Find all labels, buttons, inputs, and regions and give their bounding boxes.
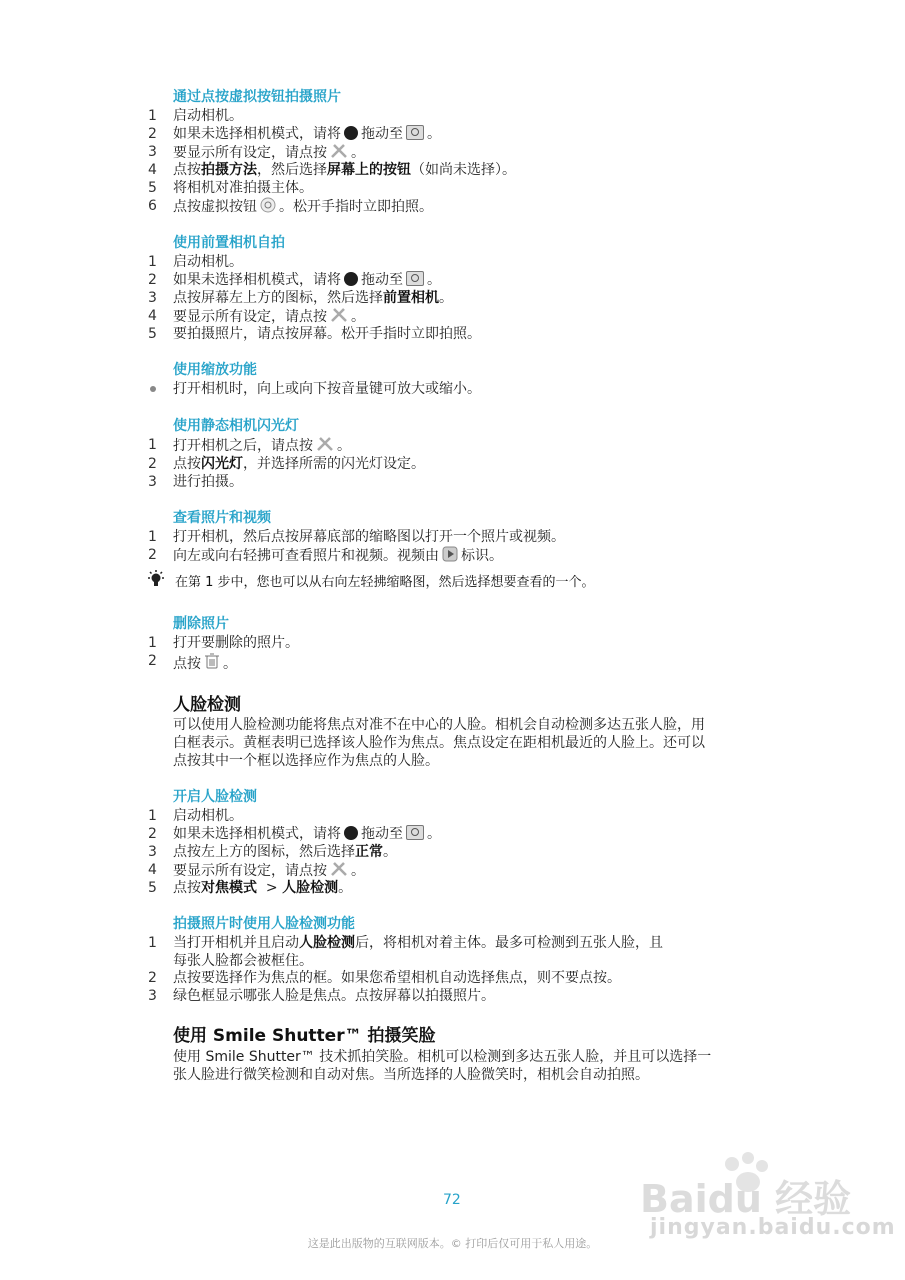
bullet-icon — [150, 386, 156, 392]
footer-note: 这是此出版物的互联网版本。© 打印后仅可用于私人用途。 — [307, 1237, 598, 1250]
shutter-button-icon — [260, 197, 276, 213]
dot-icon — [344, 126, 358, 140]
dot-icon — [344, 826, 358, 840]
camera-icon — [406, 825, 424, 840]
camera-icon — [406, 271, 424, 286]
dot-icon — [344, 272, 358, 286]
video-play-icon — [442, 546, 458, 562]
tip-lightbulb-icon — [146, 570, 166, 590]
settings-tools-icon — [330, 307, 348, 323]
section-heading: 拍摄照片时使用人脸检测功能 — [173, 916, 355, 932]
watermark-brand: Baidu 经验 — [640, 1177, 852, 1221]
body-paragraph: 使用 Smile Shutter™ 技术抓拍笑脸。相机可以检测到多达五张人脸，并且可以选择一 张人脸进行微笑检测和自动对焦。当所选择的人脸微笑时，相机会自动拍照。 — [173, 1049, 712, 1083]
chapter-heading: 使用 Smile Shutter™ 拍摄笑脸 — [173, 1026, 436, 1046]
settings-tools-icon — [316, 436, 334, 452]
watermark-url: jingyan.baidu.com — [650, 1215, 896, 1240]
section-heading: 通过点按虚拟按钮拍摄照片 — [173, 89, 341, 105]
settings-tools-icon — [330, 861, 348, 877]
section-heading: 删除照片 — [173, 616, 229, 632]
section-heading: 使用静态相机闪光灯 — [173, 418, 299, 434]
section-heading: 使用前置相机自拍 — [173, 235, 285, 251]
body-paragraph: 可以使用人脸检测功能将焦点对准不在中心的人脸。相机会自动检测多达五张人脸，用 白框表示。黄框表明已选择该人脸作为焦点。焦点设定在距相机最近的人脸上。还可以 点按其中一个框以选择应作为焦点的人脸。 — [173, 717, 705, 769]
camera-icon — [406, 125, 424, 140]
trash-icon — [204, 652, 220, 670]
chapter-heading: 人脸检测 — [173, 695, 241, 715]
settings-tools-icon — [330, 143, 348, 159]
section-heading: 查看照片和视频 — [173, 510, 271, 526]
tip-text: 在第 1 步中，您也可以从右向左轻拂缩略图，然后选择想要查看的一个。 — [175, 575, 595, 590]
page-number: 72 — [443, 1192, 461, 1208]
section-heading: 开启人脸检测 — [173, 789, 257, 805]
section-heading: 使用缩放功能 — [173, 362, 257, 378]
manual-page: 通过点按虚拟按钮拍摄照片 1 启动相机。 2 如果未选择相机模式，请将 拖动至 。 3 要显示所有设定，请点按 。 4 点按拍摄方法，然后选择屏幕上的按钮（如尚未选择）。 5 将相机对准拍摄主体。 6 点按虚拟按钮 。松开手指时立即拍照。 使用前置相机自拍 1 启动相机。 2 如果未选择相机模式，请将 拖动至 。 3 点按屏幕左上方的图标，然后选择前置相机。 4 要显示所有设定，请点按 。 5 要拍摄照片，请点按屏幕。松开手指时立即拍照。 使用缩放功能 打开相机时，向上或向下按音量键可放大或缩小。 使用静态相机闪光灯 1 打开相机之后，请点按 。 2 点按闪光灯，并选择所需的闪光灯设定。 3 进行拍摄。 查看照片和视频 1 打开相机，然后点按屏幕底部的缩略图以打开一个照片或视频。 2 向左或向右轻拂可查看照片和视频。视频由 标识。 在第 1 步中，您也可以从右向左轻拂缩略图，然后选择想要查看的一个。 删除照片 1 打开要删除的照片。 2 点按 。 人脸检测 可以使用人脸检测功能将焦点对准不在中心的人脸。相机会自动检测多达五张人脸，用 白框表示。黄框表明已选择该人脸作为焦点。焦点设定在距相机最近的人脸上。还可以 点按其中一个框以选择应作为焦点的人脸。 开启人脸检测 1 启动相机。 2 如果未选择相机模式，请将 拖动至 。 3 点按左上方的图标，然后选择正常。 4 要显示所有设定，请点按 。 5 点按对焦模式 > 人脸检测。 拍摄照片时使用人脸检测功能 1 当打开相机并且启动人脸检测后，将相机对着主体。最多可检测到五张人脸，且 每张人脸都会被框住。 2 点按要选择作为焦点的框。如果您希望相机自动选择焦点，则不要点按。 3 绿色框显示哪张人脸是焦点。点按屏幕以拍摄照片。 使用 Smile Shutter™ 拍摄笑脸 使用 Smile Shutter™ 技术抓拍笑脸。相机可以检测到多达五张人脸，并且可以选择一 张人脸进行微笑检测和自动对焦。当所选择的人脸微笑时，相机会自动拍照。 Baidu 经验 jingyan.baidu.com 72 这是此出版物的互联网版本。© 打印后仅可用于私人用途。 — [0, 0, 905, 1280]
